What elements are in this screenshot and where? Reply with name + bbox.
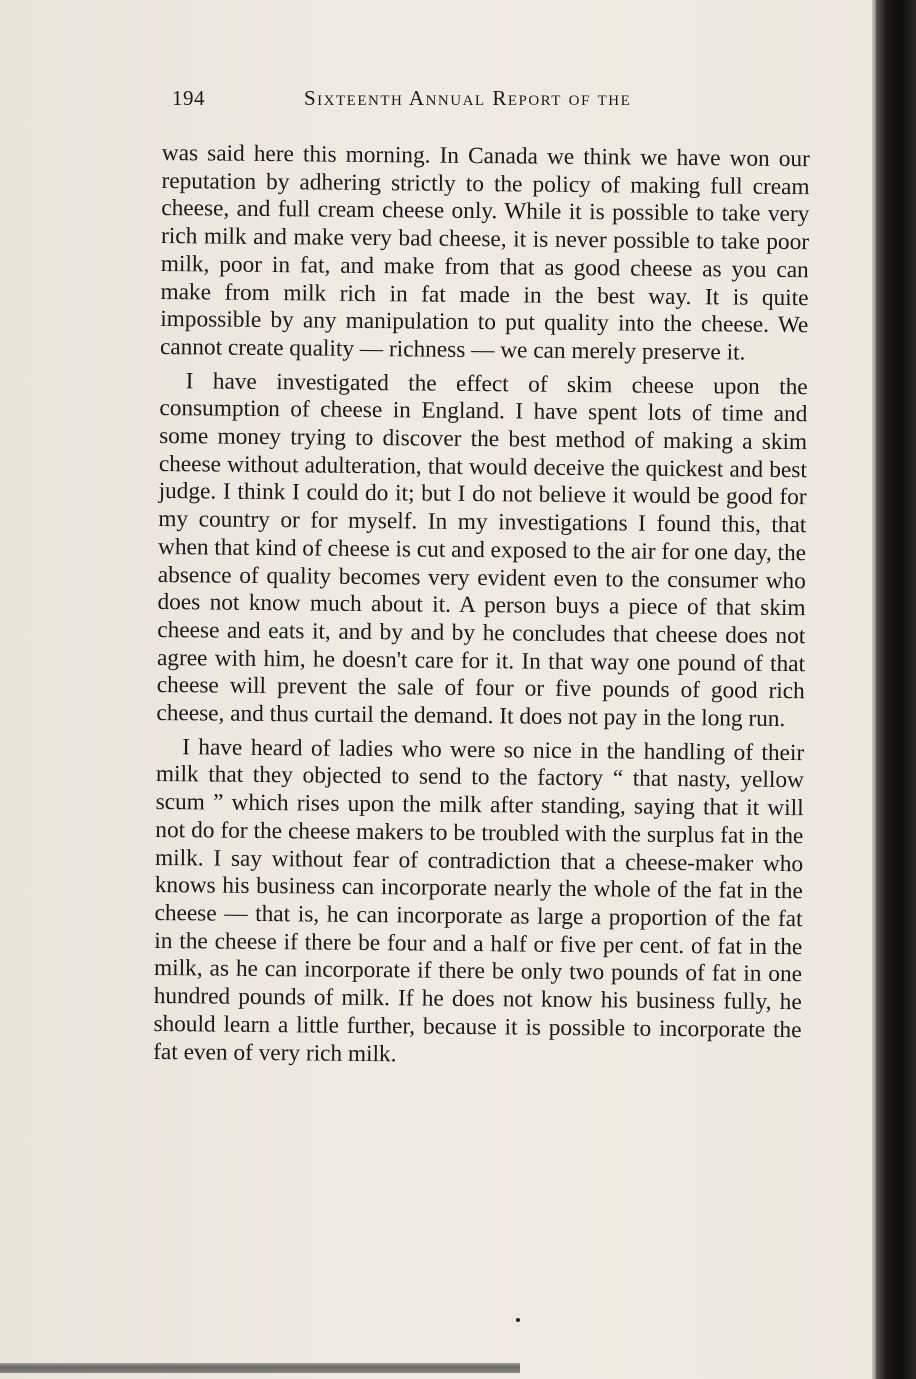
ink-speck bbox=[516, 1318, 520, 1322]
page-bottom-edge bbox=[0, 1363, 520, 1373]
body-text bbox=[153, 140, 810, 1072]
paragraph-1: was said here this morning. In Canada we think we have won our reputation by adhering strictly to the policy of making full cream cheese, and full cream cheese only. While it is possible to take very rich milk and make very bad cheese, it is never possible to take poor milk, poor in fat, and make from that as good cheese as you can make from milk rich in fat made in the best way. It is quite impossible by any manipulation to put quality into the cheese. We cannot create quality — richness — we can merely preserve it. bbox=[159, 140, 810, 366]
running-head: Sixteenth Annual Report of the bbox=[304, 86, 632, 110]
page-header bbox=[172, 86, 812, 116]
paragraph-2: I have investigated the effect of skim cheese upon the consumption of cheese in England. I have spent lots of time and some money trying to discover the best method of making a skim cheese without adulteration, that would deceive the quickest and best judge. I think I could do it; but I do not believe it would be good for my country or for myself. In my investigations I found this, that when that kind of cheese is cut and exposed to the air for one day, the absence of quality becomes very evident even to the consumer who does not know much about it. A person buys a piece of that skim cheese and eats it, and by and by he concludes that cheese does not agree with him, he doesn't care for it. In that way one pound of that cheese will prevent the sale of four or five pounds of good rich cheese, and thus curtail the demand. It does not pay in the long run. bbox=[156, 367, 808, 733]
book-spine bbox=[876, 0, 916, 1379]
page-number: 194 bbox=[172, 86, 205, 110]
paragraph-3: I have heard of ladies who were so nice in the handling of their milk that they objected to send to the factory “ that nasty, yellow scum ” which rises upon the milk after standing, saying that it will not do for the cheese makers to be troubled with the surplus fat in the milk. I say without fear of contradiction that a cheese-maker who knows his business can incorporate nearly the whole of the fat in the cheese — that is, he can incorporate as large a proportion of the fat in the cheese if there be four and a half or five per cent. of fat in the milk, as he can incorporate if there be only two pounds of fat in one hundred pounds of milk. If he does not know his business fully, he should learn a little further, because it is possible to incorporate the fat even of very rich milk. bbox=[153, 733, 805, 1067]
